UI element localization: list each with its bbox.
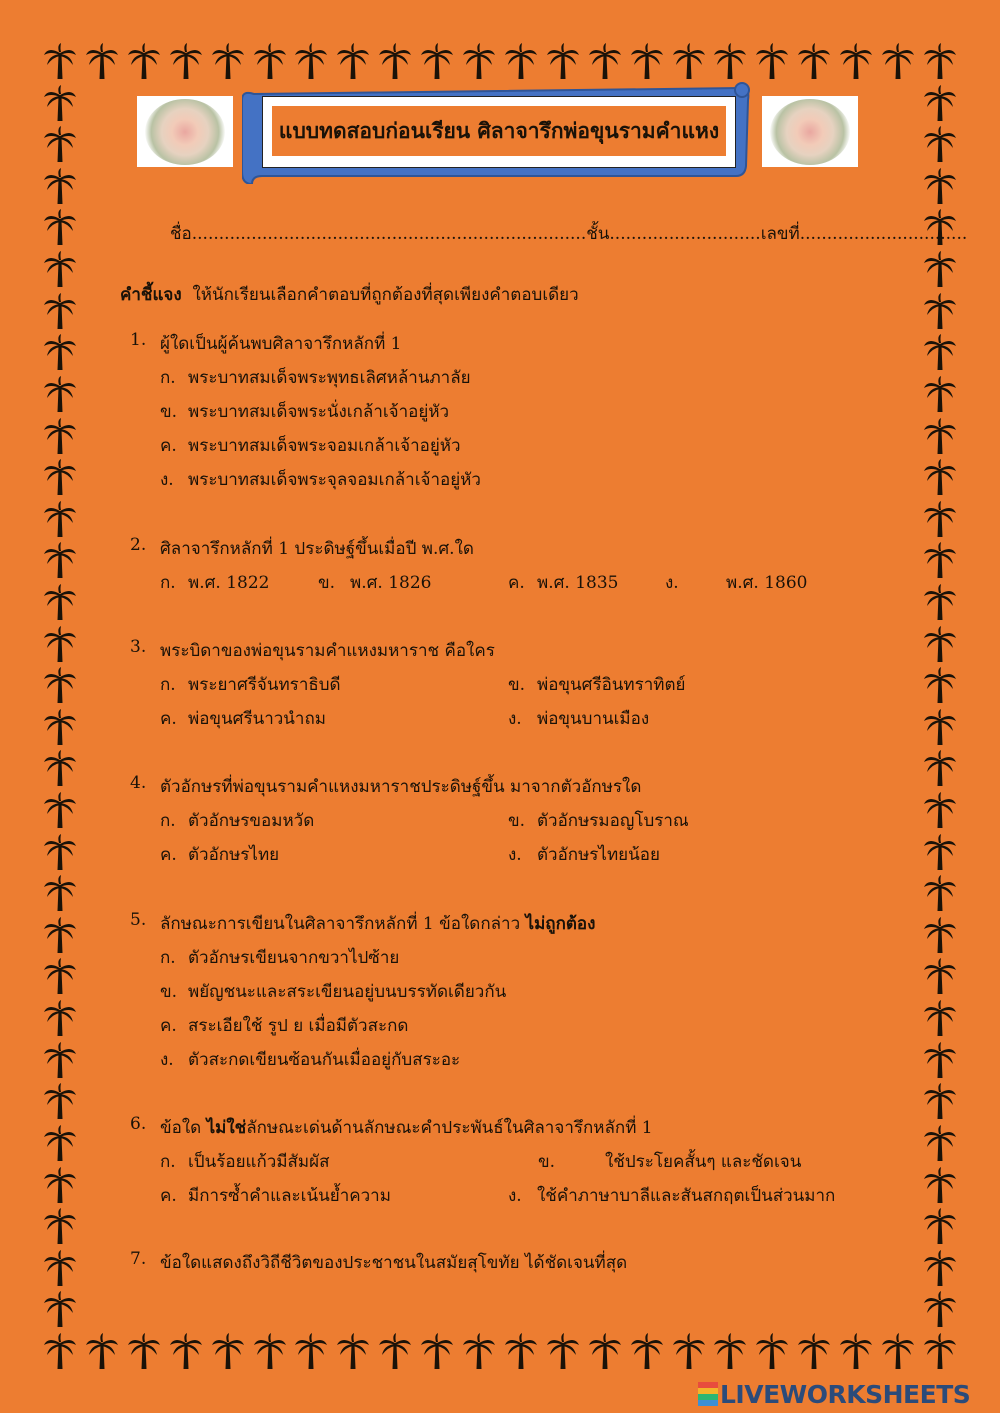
palm-tree-icon: [43, 584, 77, 622]
palm-tree-icon: [462, 43, 496, 81]
palm-tree-icon: [43, 1000, 77, 1038]
question-text: [160, 1114, 653, 1141]
palm-tree-icon: [85, 1333, 119, 1371]
question-text-part: ตัวอักษรที่พ่อขุนรามคำแหงมหาราชประดิษฐ์ขึ้น มาจากตัวอักษรใด: [160, 777, 642, 797]
palm-tree-icon: [43, 958, 77, 996]
palm-tree-icon: [336, 43, 370, 81]
question-text-part: ลักษณะเด่นด้านลักษณะคำประพันธ์ในศิลาจารึกหลักที่ 1: [246, 1118, 653, 1138]
palm-tree-icon: [923, 293, 957, 331]
question-text: [160, 773, 641, 800]
palm-tree-icon: [43, 43, 77, 81]
palm-tree-icon: [923, 584, 957, 622]
palm-tree-icon: [169, 1333, 203, 1371]
option-text[interactable]: สระเอียใช้ รูป ย เมื่อมีตัวสะกด: [188, 1016, 409, 1036]
palm-tree-icon: [923, 792, 957, 830]
palm-tree-icon: [43, 1208, 77, 1246]
palm-tree-icon: [253, 1333, 287, 1371]
option-label[interactable]: ง.: [160, 470, 174, 490]
option-text[interactable]: ตัวอักษรขอมหวัด: [188, 811, 315, 831]
palm-tree-icon: [462, 1333, 496, 1371]
palm-tree-icon: [923, 875, 957, 913]
palm-tree-icon: [43, 418, 77, 456]
option-text[interactable]: พระบาทสมเด็จพระจอมเกล้าเจ้าอยู่หัว: [188, 436, 461, 456]
instructions-label: คำชี้แจง: [120, 285, 182, 305]
option-text[interactable]: พ.ศ. 1826: [350, 573, 432, 593]
question-text-part: ลักษณะการเขียนในศิลาจารึกหลักที่ 1 ข้อใดกล่าว: [160, 914, 526, 934]
question-emphasis: ไม่ถูกต้อง: [525, 914, 596, 934]
palm-tree-icon: [546, 1333, 580, 1371]
palm-tree-icon: [43, 209, 77, 247]
palm-tree-icon: [923, 1000, 957, 1038]
palm-tree-icon: [923, 750, 957, 788]
palm-tree-icon: [923, 667, 957, 705]
option-text[interactable]: เป็นร้อยแก้วมีสัมผัส: [188, 1152, 330, 1172]
palm-tree-icon: [294, 43, 328, 81]
palm-tree-icon: [923, 1125, 957, 1163]
question-text-part: พระบิดาของพ่อขุนรามคำแหงมหาราช คือใคร: [160, 641, 495, 661]
option-label[interactable]: ค.: [160, 436, 177, 456]
option-label[interactable]: ค.: [160, 709, 177, 729]
palm-tree-icon: [43, 1125, 77, 1163]
option-label[interactable]: ค.: [160, 845, 177, 865]
palm-tree-icon: [43, 293, 77, 331]
palm-tree-icon: [43, 334, 77, 372]
palm-tree-icon: [923, 917, 957, 955]
palm-tree-icon: [420, 1333, 454, 1371]
liveworksheets-logo: [698, 1380, 970, 1409]
question-number: 3.: [130, 637, 147, 657]
palm-tree-icon: [923, 43, 957, 81]
question-text: [160, 330, 402, 357]
palm-tree-icon: [923, 542, 957, 580]
palm-tree-icon: [839, 43, 873, 81]
question-number: 4.: [130, 773, 147, 793]
question-text: [160, 535, 474, 562]
palm-tree-icon: [881, 43, 915, 81]
palm-tree-icon: [923, 626, 957, 664]
page-title: แบบทดสอบก่อนเรียน ศิลาจารึกพ่อขุนรามคำแหง: [272, 106, 726, 156]
option-text[interactable]: ตัวอักษรมอญโบราณ: [537, 811, 689, 831]
question-emphasis: ไม่ใช่: [206, 1118, 247, 1138]
option-text[interactable]: มีการซ้ำคำและเน้นย้ำความ: [188, 1186, 391, 1206]
palm-tree-icon: [672, 43, 706, 81]
palm-tree-icon: [43, 1250, 77, 1288]
palm-tree-icon: [588, 1333, 622, 1371]
question-number: 5.: [130, 910, 147, 930]
palm-tree-icon: [881, 1333, 915, 1371]
palm-tree-icon: [797, 1333, 831, 1371]
option-label[interactable]: ง.: [508, 709, 522, 729]
option-label[interactable]: ค.: [160, 1016, 177, 1036]
logo-text: LIVEWORKSHEETS: [720, 1380, 971, 1409]
palm-tree-icon: [43, 750, 77, 788]
option-label[interactable]: ค.: [160, 1186, 177, 1206]
option-text[interactable]: พ่อขุนบานเมือง: [537, 709, 650, 729]
option-label[interactable]: ข.: [508, 811, 526, 831]
palm-tree-icon: [923, 1250, 957, 1288]
flower-image-right: [762, 96, 858, 167]
option-label[interactable]: ก.: [160, 948, 176, 968]
palm-tree-icon: [43, 1291, 77, 1329]
palm-tree-icon: [504, 43, 538, 81]
palm-tree-icon: [923, 1083, 957, 1121]
option-text[interactable]: ใช้คำภาษาบาลีและสันสกฤตเป็นส่วนมาก: [537, 1186, 836, 1206]
palm-tree-icon: [755, 1333, 789, 1371]
question-text-part: ข้อใด: [160, 1118, 207, 1138]
palm-tree-icon: [713, 43, 747, 81]
option-label[interactable]: ก.: [160, 1152, 176, 1172]
option-label[interactable]: ข.: [538, 1152, 556, 1172]
palm-tree-icon: [923, 459, 957, 497]
palm-tree-icon: [797, 43, 831, 81]
question-number: 6.: [130, 1114, 147, 1134]
option-text[interactable]: ตัวอักษรไทยน้อย: [537, 845, 660, 865]
option-label[interactable]: ก.: [160, 675, 176, 695]
option-label[interactable]: ข.: [160, 982, 178, 1002]
palm-tree-icon: [923, 1333, 957, 1371]
instructions: [120, 281, 579, 308]
palm-tree-icon: [253, 43, 287, 81]
palm-tree-icon: [923, 958, 957, 996]
palm-tree-icon: [588, 43, 622, 81]
option-text[interactable]: พ่อขุนศรีนาวนำถม: [188, 709, 326, 729]
palm-tree-icon: [43, 459, 77, 497]
palm-tree-icon: [923, 1042, 957, 1080]
palm-tree-icon: [630, 1333, 664, 1371]
palm-tree-icon: [43, 251, 77, 289]
option-label[interactable]: ก.: [160, 811, 176, 831]
student-info-field[interactable]: ชื่อ.........................................................................ชั้น............................เลขที่...............................: [170, 224, 968, 244]
option-label[interactable]: ก.: [160, 573, 176, 593]
palm-tree-icon: [923, 501, 957, 539]
palm-tree-icon: [378, 43, 412, 81]
palm-tree-icon: [504, 1333, 538, 1371]
option-text[interactable]: พ่อขุนศรีอินทราทิตย์: [537, 675, 686, 695]
palm-tree-icon: [923, 251, 957, 289]
palm-tree-icon: [923, 168, 957, 206]
palm-tree-icon: [839, 1333, 873, 1371]
palm-tree-icon: [336, 1333, 370, 1371]
question-text: [160, 637, 495, 664]
palm-tree-icon: [43, 126, 77, 164]
palm-tree-icon: [923, 376, 957, 414]
palm-tree-icon: [755, 43, 789, 81]
palm-tree-icon: [43, 85, 77, 123]
palm-tree-icon: [923, 85, 957, 123]
live-logo-icon: [698, 1382, 718, 1406]
palm-tree-icon: [713, 1333, 747, 1371]
palm-tree-icon: [43, 792, 77, 830]
palm-tree-icon: [420, 43, 454, 81]
instructions-text: ให้นักเรียนเลือกคำตอบที่ถูกต้องที่สุดเพียงคำตอบเดียว: [192, 285, 579, 305]
palm-tree-icon: [294, 1333, 328, 1371]
option-label[interactable]: ง.: [508, 1186, 522, 1206]
palm-tree-icon: [43, 168, 77, 206]
palm-tree-icon: [43, 917, 77, 955]
palm-tree-icon: [923, 1208, 957, 1246]
palm-tree-icon: [43, 501, 77, 539]
palm-tree-icon: [43, 626, 77, 664]
option-text[interactable]: พ.ศ. 1860: [726, 573, 808, 593]
palm-tree-icon: [211, 1333, 245, 1371]
palm-tree-icon: [211, 43, 245, 81]
palm-tree-icon: [43, 542, 77, 580]
question-text-part: ข้อใดแสดงถึงวิถีชีวิตของประชาชนในสมัยสุโขทัย ได้ชัดเจนที่สุด: [160, 1253, 628, 1273]
flower-image-left: [137, 96, 233, 167]
palm-tree-icon: [43, 1167, 77, 1205]
option-text[interactable]: พระบาทสมเด็จพระพุทธเลิศหล้านภาลัย: [188, 368, 471, 388]
palm-tree-icon: [923, 709, 957, 747]
palm-tree-icon: [923, 418, 957, 456]
palm-tree-icon: [43, 376, 77, 414]
option-label[interactable]: ค.: [508, 573, 525, 593]
palm-tree-icon: [546, 43, 580, 81]
option-label[interactable]: ข.: [318, 573, 336, 593]
palm-tree-icon: [127, 1333, 161, 1371]
question-number: 1.: [130, 330, 147, 350]
question-text-part: ผู้ใดเป็นผู้ค้นพบศิลาจารึกหลักที่ 1: [160, 334, 402, 354]
option-text[interactable]: พ.ศ. 1822: [188, 573, 270, 593]
palm-tree-icon: [43, 709, 77, 747]
palm-tree-icon: [923, 126, 957, 164]
palm-tree-icon: [43, 875, 77, 913]
palm-tree-icon: [43, 667, 77, 705]
option-label[interactable]: ก.: [160, 368, 176, 388]
option-text[interactable]: ตัวสะกดเขียนซ้อนกันเมื่ออยู่กับสระอะ: [188, 1050, 461, 1070]
palm-tree-icon: [43, 1083, 77, 1121]
palm-tree-icon: [43, 1042, 77, 1080]
question-text-part: ศิลาจารึกหลักที่ 1 ประดิษฐ์ขึ้นเมื่อปี พ.ศ.ใด: [160, 539, 474, 559]
option-text[interactable]: พระบาทสมเด็จพระจุลจอมเกล้าเจ้าอยู่หัว: [188, 470, 481, 490]
palm-tree-icon: [923, 834, 957, 872]
option-text[interactable]: ตัวอักษรไทย: [188, 845, 280, 865]
option-text[interactable]: พยัญชนะและสระเขียนอยู่บนบรรทัดเดียวกัน: [188, 982, 507, 1002]
palm-tree-icon: [127, 43, 161, 81]
option-label[interactable]: ง.: [665, 573, 679, 593]
question-text: [160, 910, 595, 937]
palm-tree-icon: [923, 334, 957, 372]
palm-tree-icon: [85, 43, 119, 81]
question-text: [160, 1249, 627, 1276]
palm-tree-icon: [923, 1291, 957, 1329]
palm-tree-icon: [43, 1333, 77, 1371]
option-text[interactable]: ใช้ประโยคสั้นๆ และชัดเจน: [605, 1152, 802, 1172]
palm-tree-icon: [378, 1333, 412, 1371]
palm-tree-icon: [630, 43, 664, 81]
palm-tree-icon: [169, 43, 203, 81]
option-text[interactable]: พ.ศ. 1835: [537, 573, 619, 593]
option-label[interactable]: ง.: [508, 845, 522, 865]
option-text[interactable]: พระบาทสมเด็จพระนั่งเกล้าเจ้าอยู่หัว: [188, 402, 450, 422]
option-text[interactable]: ตัวอักษรเขียนจากขวาไปซ้าย: [188, 948, 400, 968]
question-number: 7.: [130, 1249, 147, 1269]
option-text[interactable]: พระยาศรีจันทราธิบดี: [188, 675, 341, 695]
palm-tree-icon: [43, 834, 77, 872]
palm-tree-icon: [923, 1167, 957, 1205]
option-label[interactable]: ง.: [160, 1050, 174, 1070]
question-number: 2.: [130, 535, 147, 555]
palm-tree-icon: [672, 1333, 706, 1371]
option-label[interactable]: ข.: [508, 675, 526, 695]
option-label[interactable]: ข.: [160, 402, 178, 422]
